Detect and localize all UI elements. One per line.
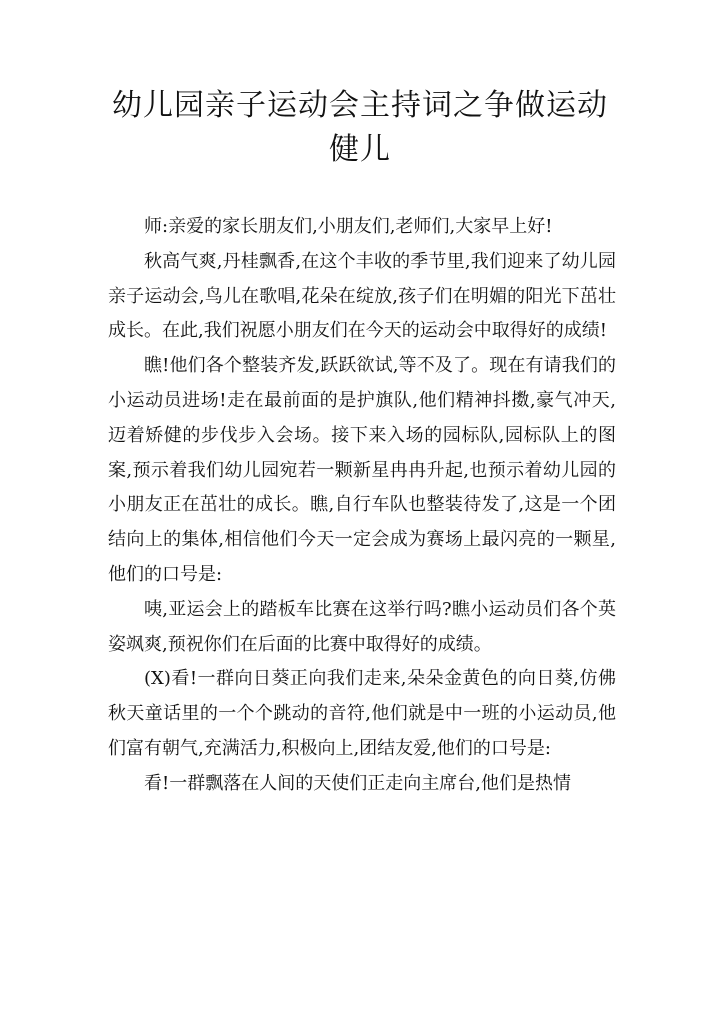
paragraph-angels: 看!一群飘落在人间的天使们正走向主席台,他们是热情 — [144, 772, 571, 794]
paragraph-entrance: 瞧!他们各个整装齐发,跃跃欲试,等不及了。现在有请我们的小运动员进场!走在最前面的是护旗队,他们精神抖擞,豪气冲天,迈着矫健的步伐步入会场。接下来入场的园标队,园标队上的图案,预示着我们幼儿园宛若一颗新星冉冉升起,也预示着幼儿园的小朋友正在茁壮的成长。瞧,自行车队也整装待发了,这是一个团结向上的集体,相信他们今天一定会成为赛场上最闪亮的一颗星,他们的口号是: — [108, 355, 616, 585]
paragraph-scooter: 咦,亚运会上的踏板车比赛在这举行吗?瞧小运动员们各个英姿飒爽,预祝你们在后面的比赛中取得好的成绩。 — [108, 598, 616, 655]
paragraph-opening: 秋高气爽,丹桂飘香,在这个丰收的季节里,我们迎来了幼儿园亲子运动会,鸟儿在歌唱,花朵在绽放,孩子们在明媚的阳光下茁壮成长。在此,我们祝愿小朋友们在今天的运动会中取得好的成绩! — [108, 250, 616, 342]
paragraph-sunflower: (X)看!一群向日葵正向我们走来,朵朵金黄色的向日葵,仿佛秋天童话里的一个个跳动的音符,他们就是中一班的小运动员,他们富有朝气,充满活力,积极向上,团结友爱,他们的口号是: — [108, 668, 616, 759]
document-title: 幼儿园亲子运动会主持词之争做运动健儿 — [112, 88, 608, 167]
paragraph-greeting: 师:亲爱的家长朋友们,小朋友们,老师们,大家早上好! — [144, 216, 553, 237]
document-body — [108, 210, 616, 802]
